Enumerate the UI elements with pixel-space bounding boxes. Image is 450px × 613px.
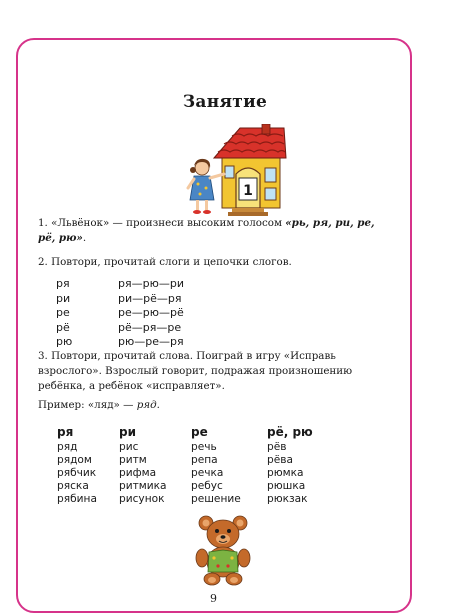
house-girl-illustration <box>184 124 288 220</box>
task-2: 2. Повтори, прочитай слоги и цепочки слогов. <box>38 256 292 268</box>
example-line: Пример: «ляд» — ряд. <box>38 399 160 411</box>
word-cell: рюкзак <box>267 493 308 505</box>
word-cell: речь <box>191 441 217 453</box>
task-1: 1. «Львёнок» — произнеси высоким голосом «рь, ря, ри, ре, рё, рю». <box>38 217 375 244</box>
word-table <box>57 424 337 506</box>
word-table-header: ря <box>57 424 74 439</box>
word-cell: рядом <box>57 454 92 466</box>
word-table-row <box>57 480 337 493</box>
word-table-row <box>57 441 337 454</box>
syllable-chain: рё—ря—ре <box>118 320 182 334</box>
word-cell: речка <box>191 467 224 479</box>
syllable-chain: рю—ре—ря <box>118 335 184 349</box>
syllable: ре <box>56 306 70 320</box>
word-cell: ряд <box>57 441 78 453</box>
word-cell: рифма <box>119 467 157 479</box>
word-table-row <box>57 493 337 506</box>
word-table-header: ри <box>119 424 136 439</box>
syllable-row <box>56 335 184 350</box>
word-table-row <box>57 467 337 480</box>
word-cell: рюшка <box>267 480 306 492</box>
task-3: 3. Повтори, прочитай слова. Поиграй в игру «Исправь взрослого». Взрослый говорит, подражая произношению ребёнка, а ребёнок «исправляет». <box>38 350 353 392</box>
word-cell: рисунок <box>119 493 165 505</box>
word-table-header: ре <box>191 424 208 439</box>
syllable-row <box>56 321 184 336</box>
syllable-row <box>56 306 184 321</box>
syllable-row <box>56 277 184 292</box>
word-cell: репа <box>191 454 218 466</box>
syllable-row <box>56 292 184 307</box>
word-cell: рюмка <box>267 467 304 479</box>
word-cell: рябина <box>57 493 97 505</box>
syllable-chain: ря—рю—ри <box>118 277 184 290</box>
syllable: ри <box>56 291 71 305</box>
word-cell: рис <box>119 441 139 453</box>
word-table-header: рё, рю <box>267 424 313 439</box>
page-number: 9 <box>210 592 217 605</box>
teddy-bear-illustration <box>194 514 252 586</box>
syllable: рю <box>56 335 73 349</box>
word-cell: решение <box>191 493 241 505</box>
syllable-chain: ри—рё—ря <box>118 291 182 305</box>
word-cell: рёв <box>267 441 287 453</box>
house-number: 1 <box>243 183 253 199</box>
word-cell: ритм <box>119 454 147 466</box>
word-cell: рябчик <box>57 467 97 479</box>
word-cell: ребус <box>191 480 223 492</box>
syllable: ря <box>56 277 70 290</box>
syllable-list <box>56 277 184 350</box>
word-cell: рёва <box>267 454 293 466</box>
syllable-chain: ре—рю—рё <box>118 306 184 320</box>
word-table-row <box>57 454 337 467</box>
word-cell: ряска <box>57 480 89 492</box>
syllable: рё <box>56 320 70 334</box>
word-cell: ритмика <box>119 480 167 492</box>
page-title: Занятие <box>182 92 268 112</box>
